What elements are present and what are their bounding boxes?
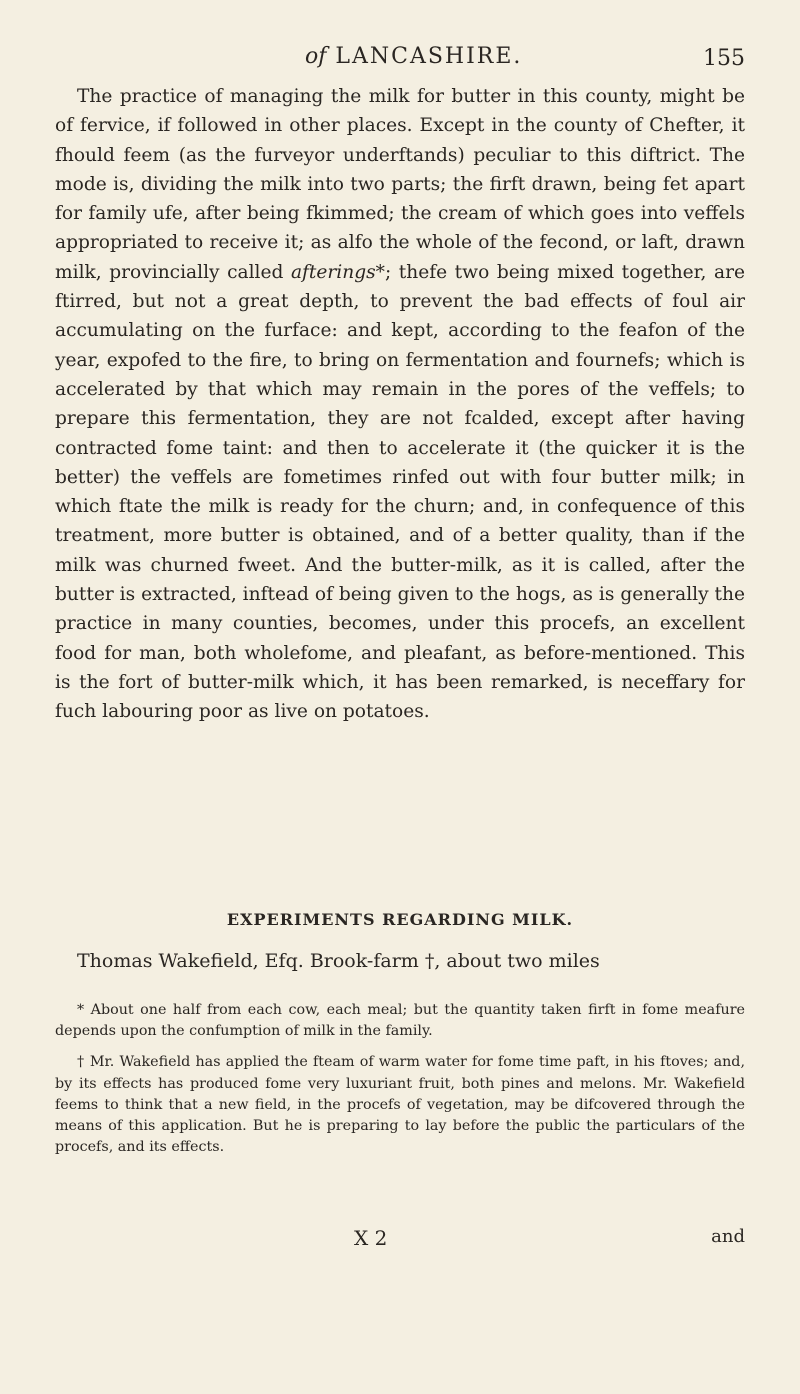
footnote-asterisk: * About one half from each cow, each meal; but the quantity taken firft in fome meafure depends upon the confumption of milk in the family. — [55, 1002, 745, 1040]
paragraph-text-start: The practice of managing the milk for butter in this county, might be of fervice, if followed in other places. Except in the county of Chefter, it fhould feem (as the furveyor underftands) peculiar to this diftrict. The mode is, dividing the milk into two parts; the firft drawn, being fet apart for family ufe, after being fkimmed; the cream of which goes into veffels appropriated to receive it; as alfo the whole of the fecond, or laft, drawn milk, provincially called — [55, 86, 745, 283]
term-afterings: afterings — [290, 261, 376, 283]
main-paragraph — [55, 82, 745, 727]
running-title-main: LANCASHIRE. — [335, 44, 523, 69]
page-header — [55, 40, 745, 80]
running-title-prefix: of — [305, 44, 327, 69]
running-title — [305, 44, 522, 69]
catchword: and — [711, 1226, 745, 1247]
section-opening-line: Thomas Wakefield, Efq. Brook-farm †, about two miles — [77, 950, 600, 972]
paragraph-text-end: *; thefe two being mixed together, are ftirred, but not a great depth, to prevent the bad effects of foul air accumulating on the furface: and kept, according to the feafon of the year, expofed to the fire, to bring on fermentation and fournefs; which is accelerated by that which may remain in the pores of the veffels; to prepare this fermentation, they are not fcalded, except after having contracted fome taint: and then to accelerate it (the quicker it is the better) the veffels are fometimes rinfed out with four butter milk; in which ftate the milk is ready for the churn; and, in confequence of this treatment, more butter is obtained, and of a better quality, than if the milk was churned fweet. And the butter-milk, as it is called, after the butter is extracted, inftead of being given to the hogs, as is generally the practice in many counties, becomes, under this procefs, an excellent food for man, both wholefome, and pleafant, as before-mentioned. This is the fort of butter-milk which, it has been remarked, is neceffary for fuch labouring poor as live on potatoes. — [55, 261, 745, 723]
footnotes — [55, 1000, 745, 1168]
page-number: 155 — [703, 46, 745, 71]
footnote-dagger: † Mr. Wakefield has applied the fteam of warm water for fome time paft, in his ftoves; and, by its effects has produced fome very luxuriant fruit, both pines and melons. Mr. Wakefield feems to think that a new field, in the procefs of vegetation, may be difcovered through the means of this application. But he is preparing to lay before the public the particulars of the procefs, and its effects. — [55, 1054, 745, 1156]
signature-mark: X 2 — [354, 1226, 388, 1250]
page-footer — [55, 1226, 745, 1256]
section-heading: EXPERIMENTS REGARDING MILK. — [226, 910, 574, 929]
